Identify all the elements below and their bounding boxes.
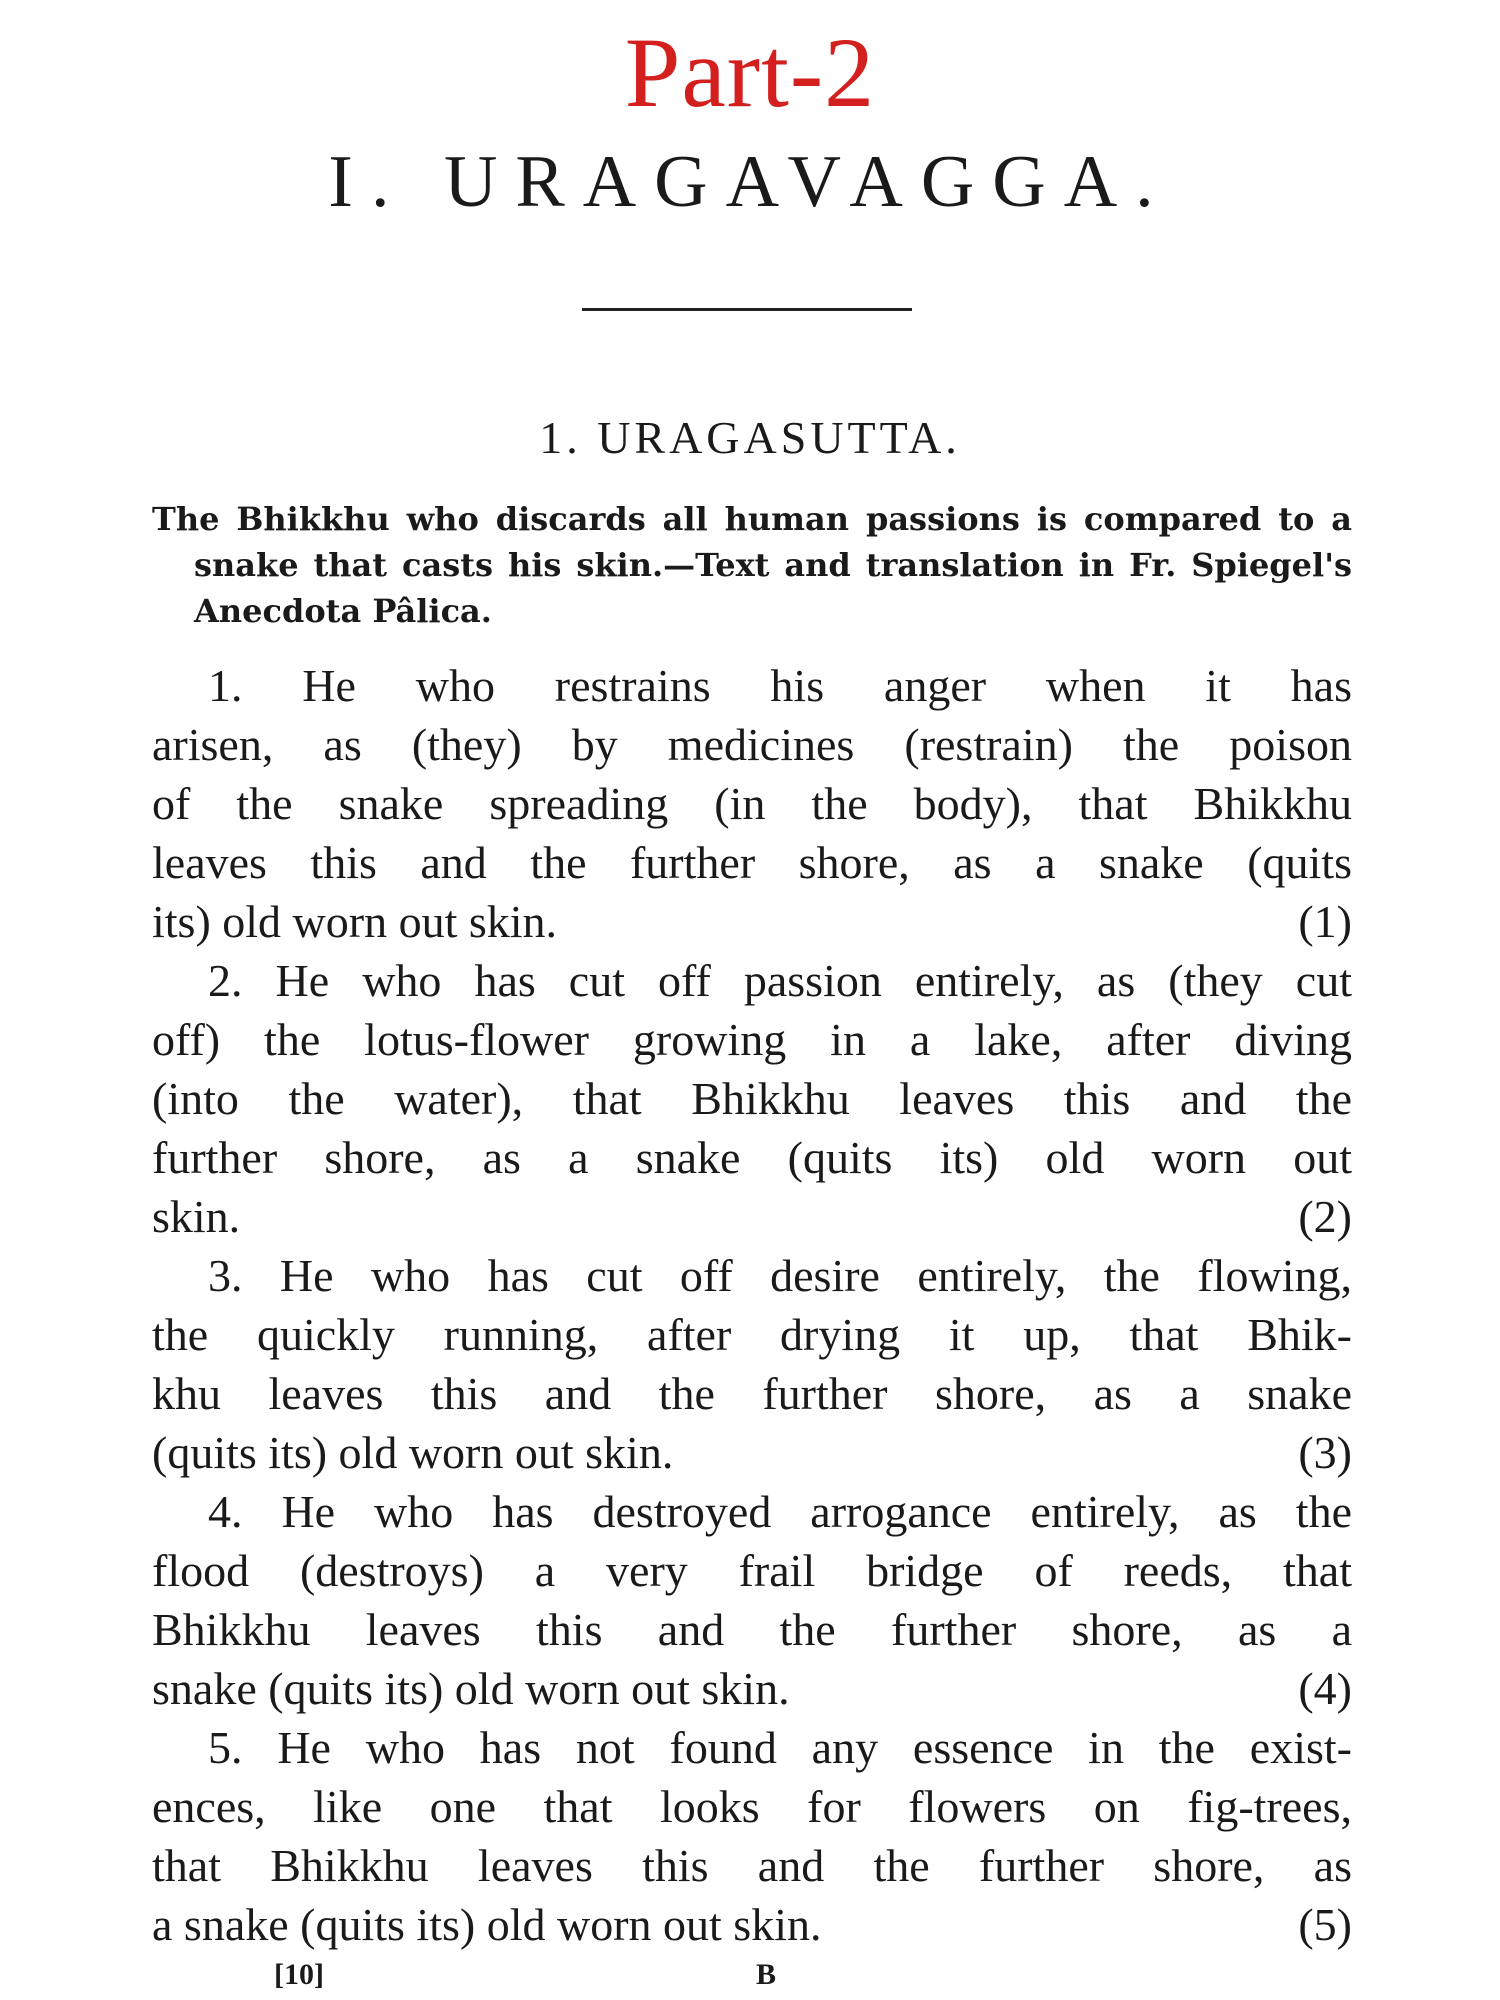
verse-line: 2. He who has cut off passion entirely, as (they cut — [208, 955, 1352, 1006]
verse-last-line — [152, 1659, 1352, 1718]
verse-4 — [152, 1482, 1352, 1718]
verse-number: (4) — [1298, 1663, 1352, 1714]
verse-line: leaves this and the further shore, as a snake (quits — [152, 837, 1352, 888]
synopsis-line: snake that casts his skin.—Text and translation in Fr. Spiegel's — [194, 546, 1352, 584]
synopsis-line: The Bhikkhu who discards all human passions is compared to a — [152, 500, 1352, 538]
verse-line: the quickly running, after drying it up, that Bhik- — [152, 1309, 1352, 1360]
verse-line: flood (destroys) a very frail bridge of reeds, that — [152, 1545, 1352, 1596]
signature-mark: B — [756, 1958, 777, 1991]
verse-last-line — [152, 1895, 1352, 1954]
verse-line: snake (quits its) old worn out skin. — [152, 1663, 790, 1714]
verse-line: further shore, as a snake (quits its) old worn out — [152, 1132, 1352, 1183]
verse-2 — [152, 951, 1352, 1246]
verse-line: 1. He who restrains his anger when it has — [208, 660, 1352, 711]
verse-number: (1) — [1298, 896, 1352, 947]
verse-line: 3. He who has cut off desire entirely, the flowing, — [208, 1250, 1352, 1301]
page-footer — [0, 1958, 1500, 1994]
verse-5 — [152, 1718, 1352, 1954]
verse-line: (into the water), that Bhikkhu leaves this and the — [152, 1073, 1352, 1124]
verse-last-line — [152, 1187, 1352, 1246]
verse-line: ences, like one that looks for flowers on fig-trees, — [152, 1781, 1352, 1832]
verse-last-line — [152, 892, 1352, 951]
verse-line: Bhikkhu leaves this and the further shore, as a — [152, 1604, 1352, 1655]
verse-line: off) the lotus-flower growing in a lake, after diving — [152, 1014, 1352, 1065]
title-divider — [582, 308, 912, 311]
verse-line: arisen, as (they) by medicines (restrain) the poison — [152, 719, 1352, 770]
sutta-title: 1. URAGASUTTA. — [539, 412, 961, 463]
verse-line: its) old worn out skin. — [152, 896, 558, 947]
verse-line: of the snake spreading (in the body), that Bhikkhu — [152, 778, 1352, 829]
verse-1 — [152, 656, 1352, 951]
sutta-body — [152, 656, 1352, 1954]
verse-3 — [152, 1246, 1352, 1482]
verse-number: (3) — [1298, 1427, 1352, 1478]
synopsis — [152, 496, 1352, 634]
verse-line: (quits its) old worn out skin. — [152, 1427, 674, 1478]
page-number: [10] — [274, 1958, 324, 1991]
vagga-title: I. URAGAVAGGA. — [328, 141, 1172, 223]
verse-line: a snake (quits its) old worn out skin. — [152, 1899, 822, 1950]
part-label: Part-2 — [624, 17, 876, 128]
synopsis-line: Anecdota Pâlica. — [194, 592, 492, 630]
verse-number: (5) — [1298, 1899, 1352, 1950]
verse-line: 5. He who has not found any essence in the exist- — [208, 1722, 1352, 1773]
verse-number: (2) — [1298, 1191, 1352, 1242]
verse-line: khu leaves this and the further shore, as a snake — [152, 1368, 1352, 1419]
verse-line: skin. — [152, 1191, 241, 1242]
verse-line: 4. He who has destroyed arrogance entirely, as the — [208, 1486, 1352, 1537]
verse-line: that Bhikkhu leaves this and the further shore, as — [152, 1840, 1352, 1891]
verse-last-line — [152, 1423, 1352, 1482]
